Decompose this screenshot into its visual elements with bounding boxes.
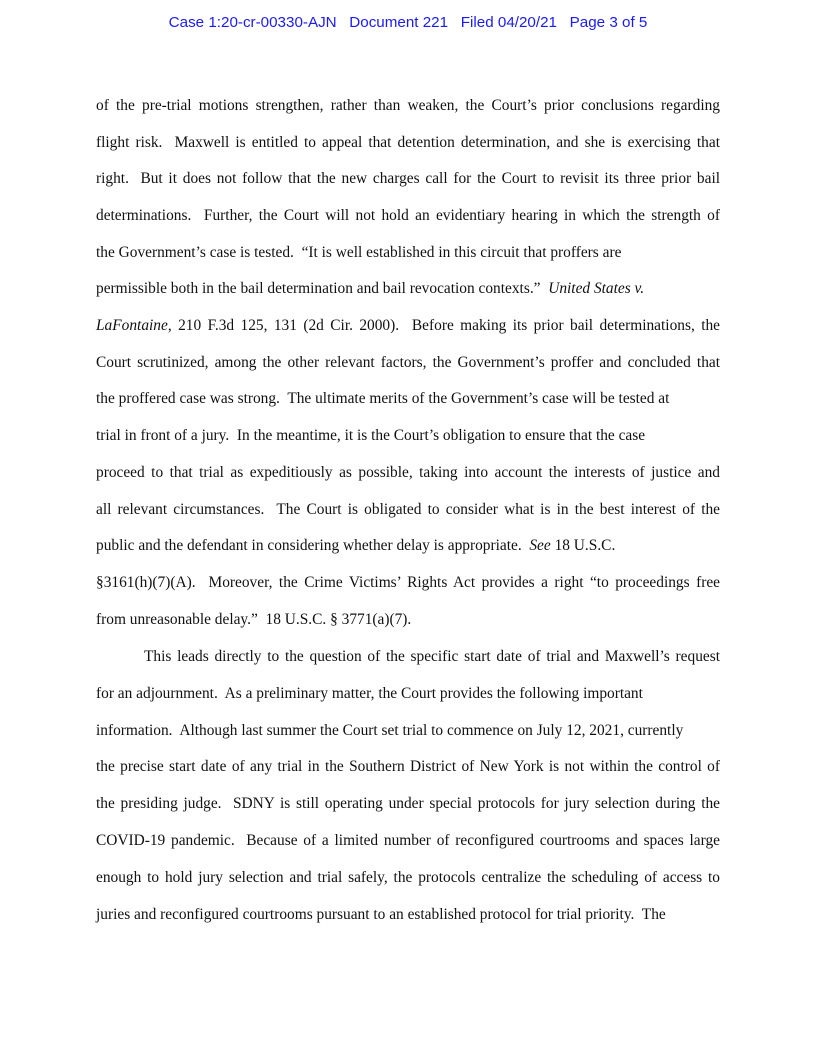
text-line: for an adjournment. As a preliminary matter, the Court provides the following important <box>96 685 643 702</box>
text-line: determinations. Further, the Court will not hold an evidentiary hearing in which the strength of <box>96 207 720 224</box>
case-citation-italic: LaFontaine <box>96 317 168 334</box>
text-line: from unreasonable delay.” 18 U.S.C. § 3771(a)(7). <box>96 611 412 628</box>
text-line: information. Although last summer the Court set trial to commence on July 12, 2021, currently <box>96 722 684 739</box>
text-line: of the pre-trial motions strengthen, rather than weaken, the Court’s prior conclusions regarding <box>96 97 720 114</box>
signal-italic: See <box>529 537 551 554</box>
ecf-header-stamp: Case 1:20-cr-00330-AJN Document 221 Filed 04/20/21 Page 3 of 5 <box>168 14 648 31</box>
text-line: right. But it does not follow that the new charges call for the Court to revisit its three prior bail <box>96 170 720 187</box>
text-line: the proffered case was strong. The ultimate merits of the Government’s case will be tested at <box>96 390 670 407</box>
text-line: the Government’s case is tested. “It is well established in this circuit that proffers are <box>96 244 622 261</box>
text-line: §3161(h)(7)(A). Moreover, the Crime Victims’ Rights Act provides a right “to proceedings free <box>96 574 720 591</box>
text-line: the precise start date of any trial in the Southern District of New York is not within the control of <box>96 758 720 775</box>
text-line: flight risk. Maxwell is entitled to appeal that detention determination, and she is exercising that <box>96 134 720 151</box>
paragraph-start-line: This leads directly to the question of the specific start date of trial and Maxwell’s request <box>144 648 720 665</box>
text-run: public and the defendant in considering whether delay is appropriate. <box>96 537 530 554</box>
text-line-citation <box>96 280 644 298</box>
case-citation-italic: United States v. <box>548 280 645 297</box>
text-run: 18 U.S.C. <box>550 537 616 554</box>
text-line: proceed to that trial as expeditiously as possible, taking into account the interests of justice and <box>96 464 720 481</box>
text-run: permissible both in the bail determination and bail revocation contexts.” <box>96 280 549 297</box>
text-line: all relevant circumstances. The Court is obligated to consider what is in the best interest of the <box>96 501 720 518</box>
text-line-citation <box>96 537 615 555</box>
text-line: Court scrutinized, among the other relevant factors, the Government’s proffer and concluded that <box>96 354 720 371</box>
text-line: enough to hold jury selection and trial safely, the protocols centralize the scheduling of access to <box>96 869 720 886</box>
text-run: , 210 F.3d 125, 131 (2d Cir. 2000). Before making its prior bail determinations, the <box>167 317 720 334</box>
text-line: the presiding judge. SDNY is still operating under special protocols for jury selection during the <box>96 795 720 812</box>
text-line-citation <box>96 317 720 335</box>
text-line: COVID-19 pandemic. Because of a limited number of reconfigured courtrooms and spaces large <box>96 832 720 849</box>
text-line: trial in front of a jury. In the meantime, it is the Court’s obligation to ensure that the case <box>96 427 646 444</box>
text-line: juries and reconfigured courtrooms pursuant to an established protocol for trial priority. The <box>96 906 666 923</box>
